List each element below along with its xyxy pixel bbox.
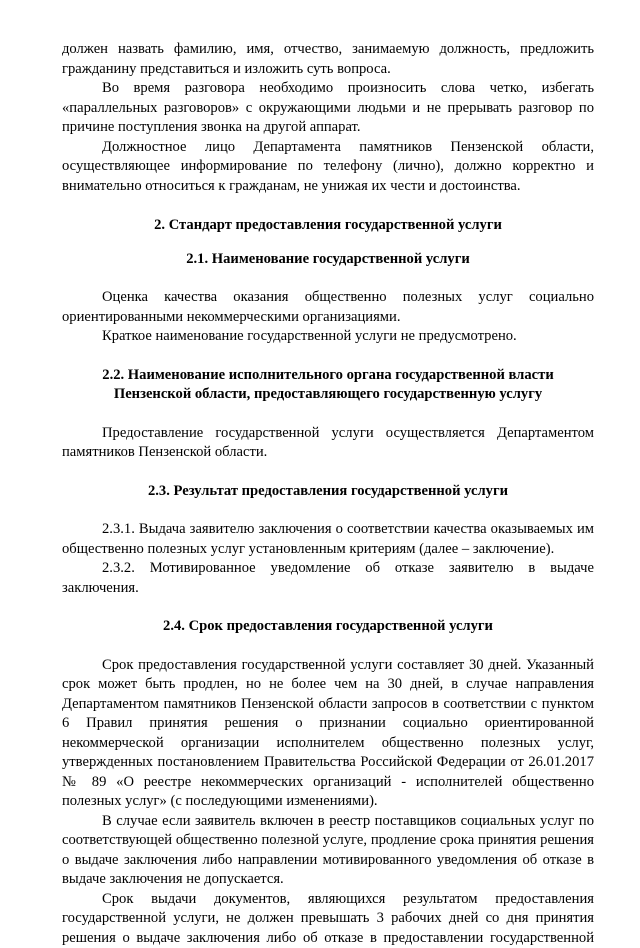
section-2-4-paragraph-3: Срок выдачи документов, являющихся результатом предоставления государственной услуги, не должен превышать 3 рабочих дней со дня принятия решения о выдаче заключения либо об отказе в предоставлении государственной bbox=[62, 890, 594, 948]
section-2-3-heading: 2.3. Результат предоставления государственной услуги bbox=[62, 482, 594, 502]
section-2-4-paragraph-2: В случае если заявитель включен в реестр поставщиков социальных услуг по соответствующей общественно полезной услуге, продление срока принятия решения о выдаче заключения либо направлении мотивированного уведомления об отказе в выдаче заключения не допускается. bbox=[62, 812, 594, 890]
section-2-1-heading: 2.1. Наименование государственной услуги bbox=[62, 250, 594, 270]
section-2-3-paragraph-2: 2.3.2. Мотивированное уведомление об отказе заявителю в выдаче заключения. bbox=[62, 559, 594, 598]
section-2-2-heading-line-2: Пензенской области, предоставляющего государственную услугу bbox=[62, 385, 594, 405]
intro-paragraph-2: Во время разговора необходимо произносить слова четко, избегать «параллельных разговоров» с окружающими людьми и не прерывать разговор по причине поступления звонка на другой аппарат. bbox=[62, 79, 594, 138]
section-2-4-heading: 2.4. Срок предоставления государственной услуги bbox=[62, 617, 594, 637]
section-2-4-paragraph-1: Срок предоставления государственной услуги составляет 30 дней. Указанный срок может быть продлен, но не более чем на 30 дней, в случае направления Департаментом памятников Пензенской области запросов в соответствии с пунктом 6 Правил принятия решения о признании социально ориентированной некоммерческой организации исполнителем общественно полезных услуг, утвержденных постановлением Правительства Российской Федерации от 26.01.2017 № 89 «О реестре некоммерческих организаций - исполнителей общественно полезных услуг» (с последующими изменениями). bbox=[62, 656, 594, 812]
intro-paragraph-1: должен назвать фамилию, имя, отчество, занимаемую должность, предложить гражданину представиться и изложить суть вопроса. bbox=[62, 40, 594, 79]
section-2-1-paragraph-1: Оценка качества оказания общественно полезных услуг социально ориентированными некоммерческими организациями. bbox=[62, 288, 594, 327]
section-2-heading: 2. Стандарт предоставления государственной услуги bbox=[62, 216, 594, 236]
intro-paragraph-3: Должностное лицо Департамента памятников Пензенской области, осуществляющее информирование по телефону (лично), должно корректно и внимательно относиться к гражданам, не унижая их чести и достоинства. bbox=[62, 138, 594, 197]
section-2-2-heading bbox=[62, 366, 594, 405]
section-2-1-paragraph-2: Краткое наименование государственной услуги не предусмотрено. bbox=[62, 327, 594, 347]
document-page bbox=[62, 40, 594, 948]
section-2-2-heading-line-1: 2.2. Наименование исполнительного органа государственной власти bbox=[62, 366, 594, 386]
section-2-2-paragraph-1: Предоставление государственной услуги осуществляется Департаментом памятников Пензенской области. bbox=[62, 424, 594, 463]
section-2-3-paragraph-1: 2.3.1. Выдача заявителю заключения о соответствии качества оказываемых им общественно полезных услуг установленным критериям (далее – заключение). bbox=[62, 520, 594, 559]
